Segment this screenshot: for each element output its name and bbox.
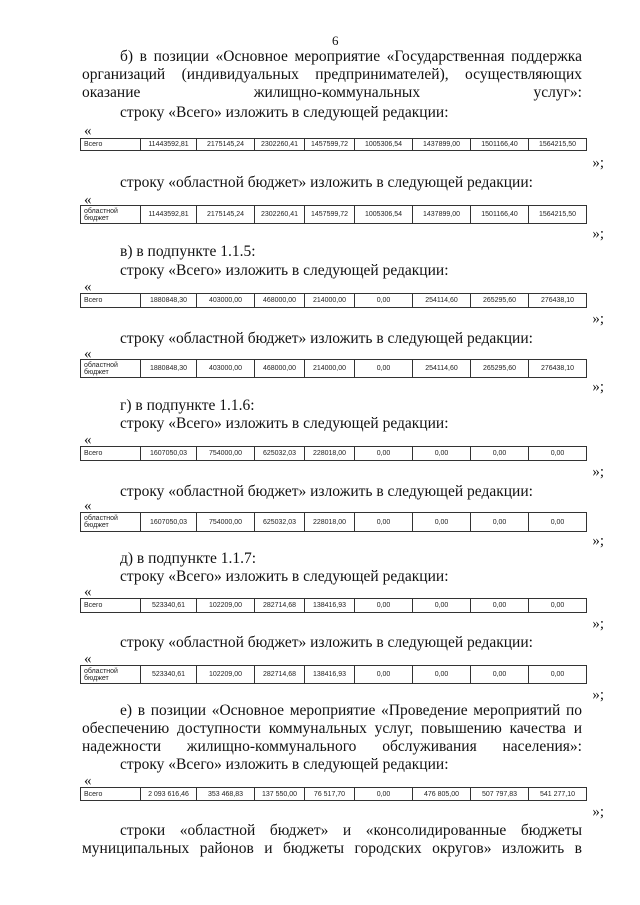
table-cell: 0,00 xyxy=(355,513,413,532)
table-cell: 254114,60 xyxy=(413,294,471,308)
table-cell: 0,00 xyxy=(355,360,413,378)
table-cell: 1564215,50 xyxy=(529,206,587,224)
table-cell: 0,00 xyxy=(355,666,413,684)
open-quote: « xyxy=(84,192,92,208)
close-quote: »; xyxy=(592,464,604,480)
close-quote: »; xyxy=(592,379,604,395)
open-quote: « xyxy=(84,346,92,362)
table-cell: 102209,00 xyxy=(197,666,255,684)
section-b-intro: б) в позиции «Основное мероприятие «Государственная поддержка организаций (индивидуальных предпринимателей), осуществляющих оказание жилищно-коммунальных услуг»: xyxy=(82,48,582,101)
table-cell: 137 550,00 xyxy=(255,788,305,801)
table-cell: 0,00 xyxy=(471,447,529,461)
table-cell: 276438,10 xyxy=(529,360,587,378)
table-cell: 0,00 xyxy=(471,599,529,613)
row-label: областной бюджет xyxy=(81,666,141,684)
table-cell: 228018,00 xyxy=(305,513,355,532)
table-cell: 0,00 xyxy=(471,666,529,684)
table-cell: 228018,00 xyxy=(305,447,355,461)
instruction-regional-d: строку «областной бюджет» изложить в следующей редакции: xyxy=(120,634,533,651)
table-cell: 102209,00 xyxy=(197,599,255,613)
instruction-total-b: строку «Всего» изложить в следующей редакции: xyxy=(120,104,449,121)
open-quote: « xyxy=(84,432,92,448)
table-cell: 1437899,00 xyxy=(413,139,471,151)
close-quote: »; xyxy=(592,533,604,549)
section-v-heading: в) в подпункте 1.1.5: xyxy=(120,243,256,260)
table-row xyxy=(80,665,587,684)
table-row xyxy=(80,205,587,224)
instruction-regional-b: строку «областной бюджет» изложить в следующей редакции: xyxy=(120,174,533,191)
table-cell: 476 805,00 xyxy=(413,788,471,801)
open-quote: « xyxy=(84,651,92,667)
table-cell: 0,00 xyxy=(355,599,413,613)
table-cell: 541 277,10 xyxy=(529,788,587,801)
table-cell: 0,00 xyxy=(529,599,587,613)
table-cell: 0,00 xyxy=(413,666,471,684)
table-cell: 2302260,41 xyxy=(255,206,305,224)
table-cell: 1005306,54 xyxy=(355,206,413,224)
table-cell: 11443592,81 xyxy=(141,206,197,224)
table-cell: 0,00 xyxy=(355,788,413,801)
close-quote: »; xyxy=(592,687,604,703)
table-cell: 0,00 xyxy=(529,666,587,684)
instruction-regional-v: строку «областной бюджет» изложить в следующей редакции: xyxy=(120,330,533,347)
row-label: областной бюджет xyxy=(81,513,141,532)
instruction-total-d: строку «Всего» изложить в следующей редакции: xyxy=(120,568,449,585)
table-cell: 214000,00 xyxy=(305,360,355,378)
table-cell: 403000,00 xyxy=(197,360,255,378)
table-cell: 1880848,30 xyxy=(141,294,197,308)
row-label: областной бюджет xyxy=(81,360,141,378)
table-cell: 1607050,03 xyxy=(141,513,197,532)
table-cell: 523340,61 xyxy=(141,599,197,613)
table-cell: 1607050,03 xyxy=(141,447,197,461)
table-cell: 353 468,83 xyxy=(197,788,255,801)
table-cell: 0,00 xyxy=(413,447,471,461)
table-cell: 1501166,40 xyxy=(471,139,529,151)
table-cell: 625032,03 xyxy=(255,513,305,532)
table-cell: 265295,60 xyxy=(471,360,529,378)
open-quote: « xyxy=(84,773,92,789)
close-quote: »; xyxy=(592,155,604,171)
row-label: Всего xyxy=(81,599,141,613)
table-row xyxy=(80,512,587,532)
table-cell: 138416,93 xyxy=(305,666,355,684)
table-cell: 2175145,24 xyxy=(197,139,255,151)
table-cell: 282714,68 xyxy=(255,599,305,613)
table-cell: 2175145,24 xyxy=(197,206,255,224)
row-label: Всего xyxy=(81,139,141,151)
section-d-heading: д) в подпункте 1.1.7: xyxy=(120,550,257,567)
table-cell: 754000,00 xyxy=(197,513,255,532)
table-row xyxy=(80,359,587,378)
table-cell: 138416,93 xyxy=(305,599,355,613)
table-cell: 754000,00 xyxy=(197,447,255,461)
table-cell: 265295,60 xyxy=(471,294,529,308)
table-row xyxy=(80,787,587,801)
table-cell: 214000,00 xyxy=(305,294,355,308)
table-cell: 0,00 xyxy=(529,447,587,461)
table-cell: 0,00 xyxy=(413,599,471,613)
table-cell: 1437899,00 xyxy=(413,206,471,224)
table-cell: 254114,60 xyxy=(413,360,471,378)
table-cell: 1564215,50 xyxy=(529,139,587,151)
table-row xyxy=(80,138,587,151)
open-quote: « xyxy=(84,279,92,295)
instruction-total-g: строку «Всего» изложить в следующей редакции: xyxy=(120,415,449,432)
table-row xyxy=(80,598,587,613)
close-quote: »; xyxy=(592,311,604,327)
open-quote: « xyxy=(84,123,92,139)
row-label: областной бюджет xyxy=(81,206,141,224)
table-cell: 0,00 xyxy=(355,294,413,308)
table-cell: 1457599,72 xyxy=(305,139,355,151)
table-cell: 0,00 xyxy=(413,513,471,532)
table-cell: 11443592,81 xyxy=(141,139,197,151)
table-row xyxy=(80,293,587,308)
table-cell: 625032,03 xyxy=(255,447,305,461)
close-quote: »; xyxy=(592,226,604,242)
close-quote: »; xyxy=(592,804,604,820)
final-paragraph: строки «областной бюджет» и «консолидированные бюджеты муниципальных районов и бюджеты городских округов» изложить в xyxy=(82,822,582,857)
row-label: Всего xyxy=(81,447,141,461)
table-cell: 276438,10 xyxy=(529,294,587,308)
table-cell: 0,00 xyxy=(471,513,529,532)
table-cell: 1457599,72 xyxy=(305,206,355,224)
section-g-heading: г) в подпункте 1.1.6: xyxy=(120,397,255,414)
table-cell: 468000,00 xyxy=(255,360,305,378)
instruction-regional-g: строку «областной бюджет» изложить в следующей редакции: xyxy=(120,483,533,500)
page-number: 6 xyxy=(332,33,339,48)
table-cell: 1005306,54 xyxy=(355,139,413,151)
row-label: Всего xyxy=(81,788,141,801)
table-cell: 468000,00 xyxy=(255,294,305,308)
table-cell: 2302260,41 xyxy=(255,139,305,151)
table-cell: 2 093 616,46 xyxy=(141,788,197,801)
table-cell: 1880848,30 xyxy=(141,360,197,378)
section-e-intro: е) в позиции «Основное мероприятие «Проведение мероприятий по обеспечению доступности коммунальных услуг, повышению качества и надежности жилищно-коммунального обслуживания населения»: xyxy=(82,702,582,755)
table-row xyxy=(80,446,587,461)
open-quote: « xyxy=(84,498,92,514)
table-cell: 0,00 xyxy=(355,447,413,461)
close-quote: »; xyxy=(592,616,604,632)
row-label: Всего xyxy=(81,294,141,308)
table-cell: 76 517,70 xyxy=(305,788,355,801)
table-cell: 282714,68 xyxy=(255,666,305,684)
table-cell: 523340,61 xyxy=(141,666,197,684)
table-cell: 403000,00 xyxy=(197,294,255,308)
table-cell: 1501166,40 xyxy=(471,206,529,224)
table-cell: 0,00 xyxy=(529,513,587,532)
instruction-total-e: строку «Всего» изложить в следующей редакции: xyxy=(120,756,449,773)
instruction-total-v: строку «Всего» изложить в следующей редакции: xyxy=(120,262,449,279)
open-quote: « xyxy=(84,584,92,600)
table-cell: 507 797,83 xyxy=(471,788,529,801)
